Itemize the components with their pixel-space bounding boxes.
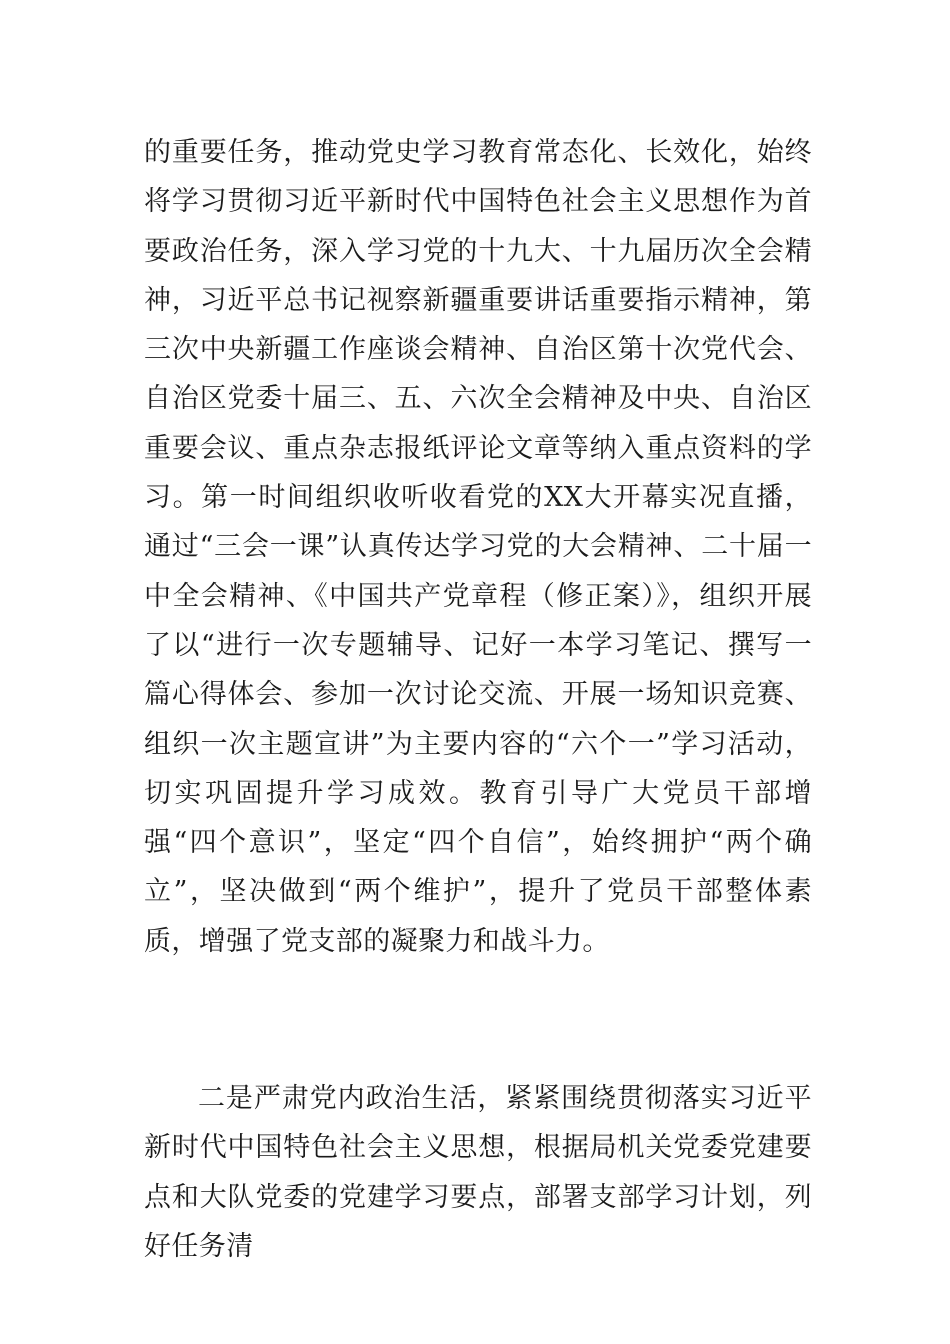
body-paragraph-1: 的重要任务，推动党史学习教育常态化、长效化，始终将学习贯彻习近平新时代中国特色社会主义思想作为首要政治任务，深入学习党的十九大、十九届历次全会精神，习近平总书记视察新疆重要讲话重要指示精神，第三次中央新疆工作座谈会精神、自治区第十次党代会、自治区党委十届三、五、六次全会精神及中央、自治区重要会议、重点杂志报纸评论文章等纳入重点资料的学习。第一时间组织收听收看党的XX大开幕实况直播，通过“三会一课”认真传达学习党的大会精神、二十届一中全会精神、《中国共产党章程（修正案）》，组织开展了以“进行一次专题辅导、记好一本学习笔记、撰写一篇心得体会、参加一次讨论交流、开展一场知识竞赛、组织一次主题宣讲”为主要内容的“六个一”学习活动，切实巩固提升学习成效。教育引导广大党员干部增强“四个意识”，坚定“四个自信”，始终拥护“两个确立”，坚决做到“两个维护”，提升了党员干部整体素质，增强了党支部的凝聚力和战斗力。	[144, 137, 812, 957]
body-paragraph-2: 二是严肃党内政治生活，紧紧围绕贯彻落实习近平新时代中国特色社会主义思想，根据局机关党委党建要点和大队党委的党建学习要点，部署支部学习计划，列好任务清	[144, 1083, 812, 1262]
